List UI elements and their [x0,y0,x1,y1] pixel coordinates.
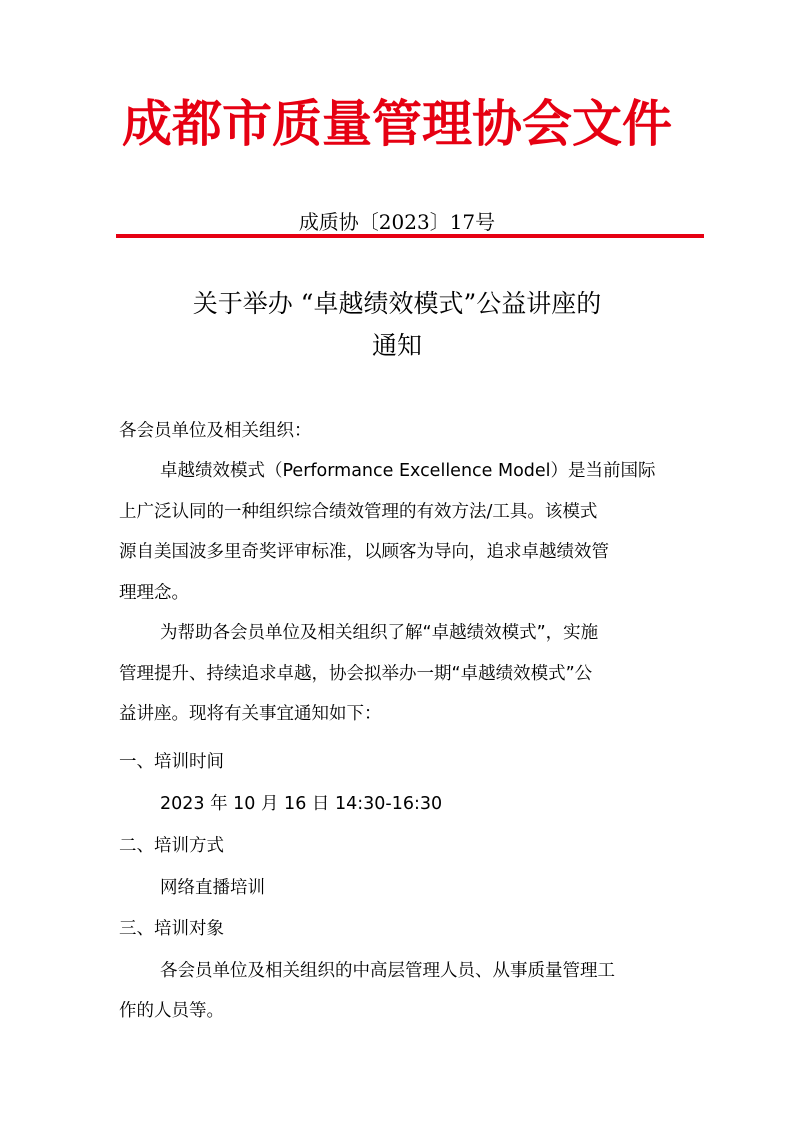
section-heading-time: 一、培训时间 [119,752,224,772]
paragraph-1-line: 理理念。 [119,583,189,603]
section-content-method: 网络直播培训 [160,878,265,898]
section-heading-method: 二、培训方式 [119,836,224,856]
red-divider [116,234,704,238]
paragraph-1-line: 卓越绩效模式（Performance Excellence Model）是当前国际 [160,461,656,481]
headline-line-1: 关于举办 “卓越绩效模式”公益讲座的 [192,289,602,318]
paragraph-1-line: 源自美国波多里奇奖评审标准，以顾客为导向，追求卓越绩效管 [119,542,609,562]
section-content-audience: 作的人员等。 [119,1001,224,1021]
section-content-audience: 各会员单位及相关组织的中高层管理人员、从事质量管理工 [160,961,615,981]
document-number: 成质协〔2023〕17号 [298,210,496,234]
section-heading-audience: 三、培训对象 [119,919,224,939]
organization-title: 成都市质量管理协会文件 [122,94,672,153]
paragraph-1-line: 上广泛认同的一种组织综合绩效管理的有效方法/工具。该模式 [119,502,598,522]
section-content-time: 2023 年 10 月 16 日 14:30-16:30 [160,794,443,814]
paragraph-2-line: 为帮助各会员单位及相关组织了解“卓越绩效模式”，实施 [160,623,599,643]
paragraph-2-line: 益讲座。现将有关事宜通知如下： [119,704,382,724]
headline-line-2: 通知 [371,331,422,360]
salutation: 各会员单位及相关组织： [119,421,312,441]
paragraph-2-line: 管理提升、持续追求卓越，协会拟举办一期“卓越绩效模式”公 [119,664,593,684]
